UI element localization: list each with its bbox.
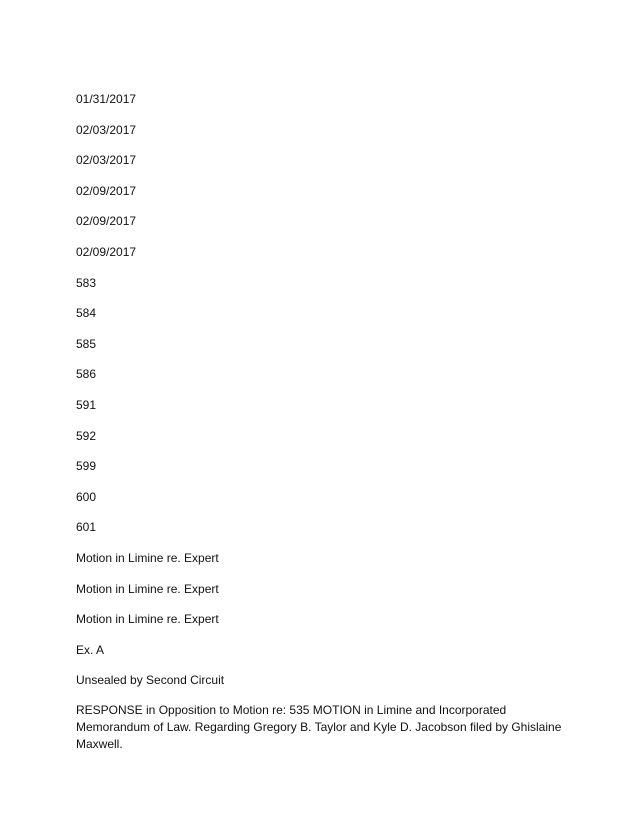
docket-number-line: 586 — [76, 367, 97, 382]
docket-number-line: 592 — [76, 428, 97, 443]
docket-number-line: 601 — [76, 520, 97, 535]
status-line: Unsealed by Second Circuit — [76, 673, 225, 688]
description-line: Motion in Limine re. Expert — [76, 612, 219, 627]
description-line: Motion in Limine re. Expert — [76, 581, 219, 596]
date-line: 02/09/2017 — [76, 183, 137, 198]
docket-number-line: 600 — [76, 489, 97, 504]
date-line: 02/03/2017 — [76, 122, 137, 137]
docket-number-line: 591 — [76, 397, 97, 412]
date-line: 02/03/2017 — [76, 153, 137, 168]
docket-number-line: 584 — [76, 306, 97, 321]
docket-number-line: 583 — [76, 275, 97, 290]
docket-number-line: 599 — [76, 459, 97, 474]
description-line: Motion in Limine re. Expert — [76, 550, 219, 565]
response-paragraph: RESPONSE in Opposition to Motion re: 535 MOTION in Limine and Incorporated Memorandum of Law. Regarding Gregory B. Taylor and Kyle D. Jacobson filed by Ghislaine Maxwell. — [76, 703, 562, 751]
docket-number-line: 585 — [76, 336, 97, 351]
text-lines — [76, 92, 566, 704]
date-line: 02/09/2017 — [76, 214, 137, 229]
date-line: 02/09/2017 — [76, 244, 137, 259]
date-line: 01/31/2017 — [76, 92, 137, 106]
exhibit-line: Ex. A — [76, 642, 105, 657]
